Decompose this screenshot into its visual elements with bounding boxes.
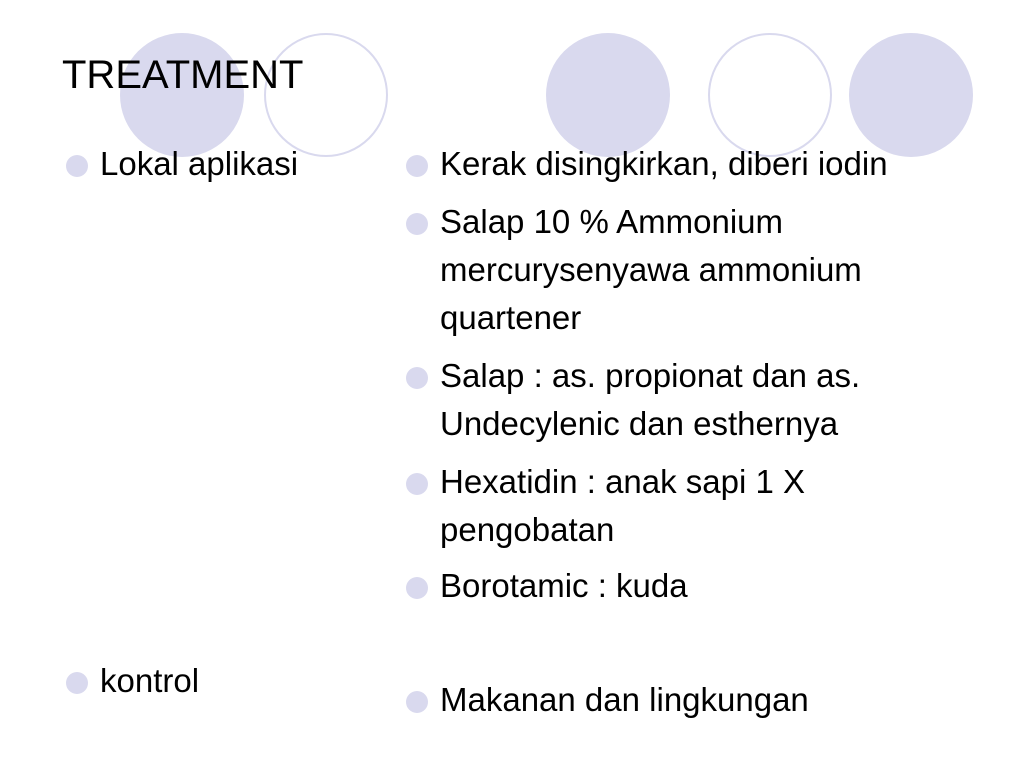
slide-title: TREATMENT (62, 53, 304, 97)
decor-circle-filled-3 (849, 33, 973, 157)
right-bullet-item (406, 676, 986, 724)
right-bullet-item (406, 352, 986, 448)
decor-circle-outline-2 (708, 33, 832, 157)
bullet-text: Kerak disingkirkan, diberi iodin (440, 145, 888, 182)
bullet-icon (406, 473, 428, 495)
bullet-text: Borotamic : kuda (440, 567, 688, 604)
bullet-text: Salap 10 % Ammonium mercurysenyawa ammonium quartener (440, 203, 862, 336)
right-bullet-item (406, 562, 986, 610)
bullet-icon (406, 367, 428, 389)
bullet-icon (66, 155, 88, 177)
bullet-icon (406, 213, 428, 235)
left-bullet-item (66, 140, 366, 188)
left-bullet-item (66, 657, 366, 705)
bullet-icon (66, 672, 88, 694)
bullet-icon (406, 155, 428, 177)
bullet-icon (406, 691, 428, 713)
bullet-text: Lokal aplikasi (100, 145, 299, 182)
bullet-text: Hexatidin : anak sapi 1 X pengobatan (440, 463, 806, 548)
bullet-text: Salap : as. propionat dan as. Undecylenic dan esthernya (440, 357, 861, 442)
right-bullet-item (406, 458, 926, 554)
decor-circle-filled-2 (546, 33, 670, 157)
bullet-text: kontrol (100, 662, 200, 699)
bullet-icon (406, 577, 428, 599)
right-bullet-item (406, 140, 1006, 188)
bullet-text: Makanan dan lingkungan (440, 681, 809, 718)
right-bullet-item (406, 198, 986, 342)
